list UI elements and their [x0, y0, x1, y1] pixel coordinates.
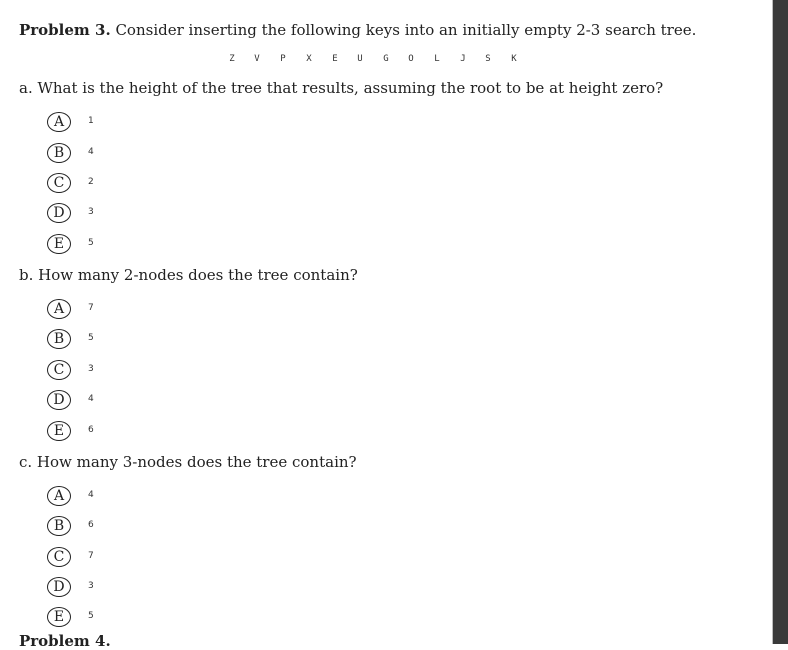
- answer-option[interactable]: [47, 329, 247, 351]
- option-letter-circle[interactable]: B: [47, 329, 71, 349]
- option-letter-circle[interactable]: B: [47, 516, 71, 536]
- answer-option[interactable]: [47, 516, 247, 538]
- option-value: 5: [88, 238, 94, 248]
- question-b-prompt: b. How many 2-nodes does the tree contain?: [19, 266, 358, 284]
- problem-statement: Consider inserting the following keys into an initially empty 2-3 search tree.: [115, 21, 697, 39]
- option-value: 3: [88, 364, 94, 374]
- question-c-prompt: c. How many 3-nodes does the tree contain?: [19, 453, 357, 471]
- panel-edge: [772, 0, 773, 644]
- key: G: [383, 54, 389, 64]
- answer-option[interactable]: [47, 577, 247, 599]
- answer-option[interactable]: [47, 112, 247, 134]
- option-letter-circle[interactable]: D: [47, 203, 71, 223]
- key: X: [306, 54, 312, 64]
- answer-option[interactable]: [47, 390, 247, 412]
- option-value: 5: [88, 611, 94, 621]
- key: J: [460, 54, 466, 64]
- answer-option[interactable]: [47, 547, 247, 569]
- answer-option[interactable]: [47, 299, 247, 321]
- option-letter-circle[interactable]: D: [47, 390, 71, 410]
- key-sequence: [0, 54, 772, 68]
- key: U: [357, 54, 363, 64]
- option-letter-circle[interactable]: E: [47, 607, 71, 627]
- option-letter-circle[interactable]: C: [47, 173, 71, 193]
- option-letter-circle[interactable]: E: [47, 234, 71, 254]
- question-a-prompt: a. What is the height of the tree that results, assuming the root to be at height zero?: [19, 79, 664, 97]
- problem-label: Problem 3.: [19, 21, 111, 39]
- option-value: 1: [88, 116, 94, 126]
- answer-option[interactable]: [47, 486, 247, 508]
- answer-option[interactable]: [47, 421, 247, 443]
- next-problem-label: Problem 4.: [19, 632, 111, 650]
- option-letter-circle[interactable]: C: [47, 360, 71, 380]
- option-value: 7: [88, 551, 94, 561]
- answer-option[interactable]: [47, 173, 247, 195]
- answer-option[interactable]: [47, 360, 247, 382]
- answer-option[interactable]: [47, 234, 247, 256]
- option-letter-circle[interactable]: C: [47, 547, 71, 567]
- option-value: 3: [88, 581, 94, 591]
- key: S: [485, 54, 491, 64]
- problem-heading: [19, 21, 696, 39]
- option-value: 3: [88, 207, 94, 217]
- key: V: [254, 54, 260, 64]
- option-letter-circle[interactable]: D: [47, 577, 71, 597]
- option-value: 2: [88, 177, 94, 187]
- option-value: 5: [88, 333, 94, 343]
- key: L: [434, 54, 440, 64]
- answer-option[interactable]: [47, 607, 247, 629]
- option-value: 4: [88, 490, 94, 500]
- key: O: [408, 54, 414, 64]
- viewer-side-panel: [772, 0, 788, 644]
- answer-option[interactable]: [47, 203, 247, 225]
- option-letter-circle[interactable]: E: [47, 421, 71, 441]
- option-value: 4: [88, 147, 94, 157]
- option-letter-circle[interactable]: A: [47, 299, 71, 319]
- option-value: 4: [88, 394, 94, 404]
- option-value: 6: [88, 425, 94, 435]
- key: E: [332, 54, 338, 64]
- key: Z: [229, 54, 235, 64]
- option-letter-circle[interactable]: B: [47, 143, 71, 163]
- key: P: [280, 54, 286, 64]
- key: K: [511, 54, 517, 64]
- answer-option[interactable]: [47, 143, 247, 165]
- option-value: 6: [88, 520, 94, 530]
- option-letter-circle[interactable]: A: [47, 112, 71, 132]
- option-value: 7: [88, 303, 94, 313]
- option-letter-circle[interactable]: A: [47, 486, 71, 506]
